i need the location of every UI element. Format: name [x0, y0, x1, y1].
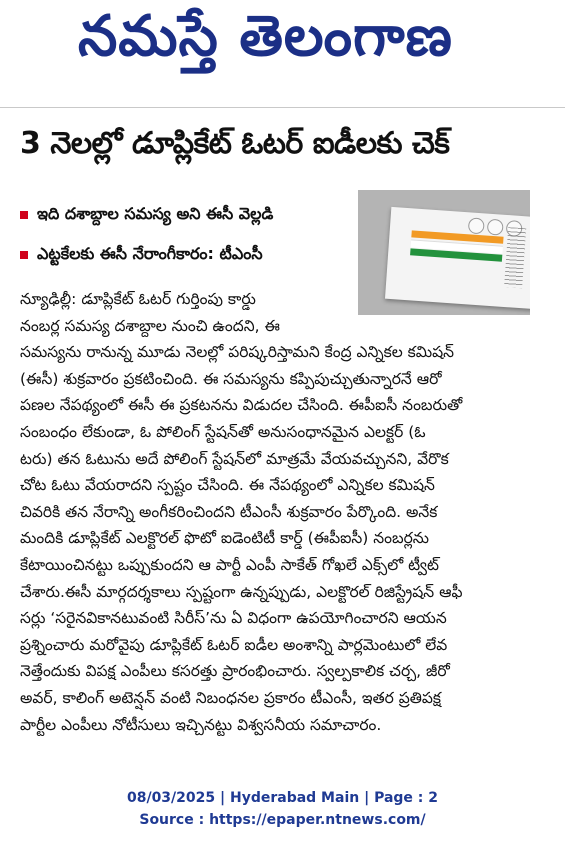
- body-line: సమస్యను రానున్న మూడు నెలల్లో పరిష్కరిస్తామని కేంద్ర ఎన్నికల కమిషన్: [20, 343, 455, 362]
- article-headline: 3 నెలల్లో డూప్లికేట్ ఓటర్ ఐడీలకు చెక్: [20, 126, 450, 161]
- body-line: న్యూఢిల్లీ: డూప్లికేట్ ఓటర్ గుర్తింపు కార్డు: [20, 290, 256, 308]
- body-line: (ఈసీ) శుక్రవారం ప్రకటించింది. ఈ సమస్యను కప్పిపుచ్చుతున్నారనే ఆరో: [20, 369, 442, 388]
- body-line: పార్టీల ఎంపీలు నోటీసులు ఇచ్చినట్టు విశ్వసనీయ సమాచారం.: [20, 715, 382, 734]
- highlight-text: ఇది దశాబ్దాల సమస్య అని ఈసీ వెల్లడి: [37, 203, 274, 223]
- bullet-square-icon: [20, 251, 28, 259]
- footer-source-link[interactable]: Source : https://epaper.ntnews.com/: [139, 812, 426, 828]
- body-line: టరు) తన ఓటును అదే పోలింగ్ స్టేషన్‌లో మాత్రమే వేయవచ్చునని, వేరొక: [20, 449, 449, 468]
- highlight-text: ఎట్టకేలకు ఈసీ నేరాంగీకారం: టీఎంసీ: [37, 243, 263, 263]
- masthead-divider: [0, 107, 565, 108]
- body-line: చివరికి తన నేరాన్ని అంగీకరించిందని టీఎంసీ శుక్రవారం పేర్కొంది. అనేక: [20, 502, 438, 521]
- body-line: ప్రశ్నించారు మరోవైపు డూప్లికేట్ ఓటర్ ఐడీల అంశాన్ని పార్లమెంటులో లేవ: [20, 635, 448, 654]
- body-line: సంబంధం లేకుండా, ఓ పోలింగ్ స్టేషన్‌తో అనుసంధానమైన ఎలక్టర్ (ఓ: [20, 422, 426, 441]
- highlight-item: [20, 235, 350, 275]
- masthead: [0, 0, 565, 104]
- bullet-square-icon: [20, 211, 28, 219]
- body-line: సర్లు ‘సరైనవికానటువంటి సిరీస్’ను ఏ విధంగా ఉపయోగించారని ఆయన: [20, 609, 447, 628]
- highlights-list: [20, 195, 350, 275]
- body-line: చోట ఓటు వేయరాదని స్పష్టం చేసింది. ఈ నేపథ్యంలో ఎన్నికల కమిషన్: [20, 476, 435, 495]
- body-line: అవర్, కాలింగ్ అటెన్షన్ వంటి నిబంధనల ప్రకారం టీఎంసీ, ఇతర ప్రతిపక్ష: [20, 688, 442, 707]
- article-body: [20, 286, 545, 738]
- body-line: కేటాయించినట్టు ఒప్పుకుందని ఆ పార్టీ ఎంపీ సాకేత్ గోఖలే ఎక్స్‌లో ట్వీట్: [20, 555, 439, 574]
- body-line: చేశారు.ఈసీ మార్గదర్శకాలు స్పష్టంగా ఉన్నప్పుడు, ఎలక్టొరల్ రిజిస్ట్రేషన్ ఆఫీ: [20, 582, 463, 601]
- body-line: పణల నేపథ్యంలో ఈసీ ఈ ప్రకటనను విడుదల చేసింది. ఈపీఐసీ నంబరుతో: [20, 396, 463, 415]
- body-line: నెత్తేందుకు విపక్ష ఎంపీలు కసరత్తు ప్రారంభించారు. స్వల్పకాలిక చర్చ, జీరో: [20, 662, 450, 681]
- page-footer: [0, 787, 565, 831]
- footer-dateline: 08/03/2025 | Hyderabad Main | Page : 2: [126, 790, 439, 806]
- newspaper-logo: నమస్తే తెలంగాణ: [78, 4, 453, 69]
- highlight-item: [20, 195, 350, 235]
- body-line: నంబర్ల సమస్య దశాబ్దాల నుంచి ఉందని, ఈ: [20, 316, 280, 335]
- slip-print: [504, 227, 526, 288]
- body-line: మందికి డూప్లికేట్ ఎలక్టొరల్ ఫొటో ఐడెంటిటీ కార్డ్ (ఈపీఐసీ) నంబర్లను: [20, 529, 430, 548]
